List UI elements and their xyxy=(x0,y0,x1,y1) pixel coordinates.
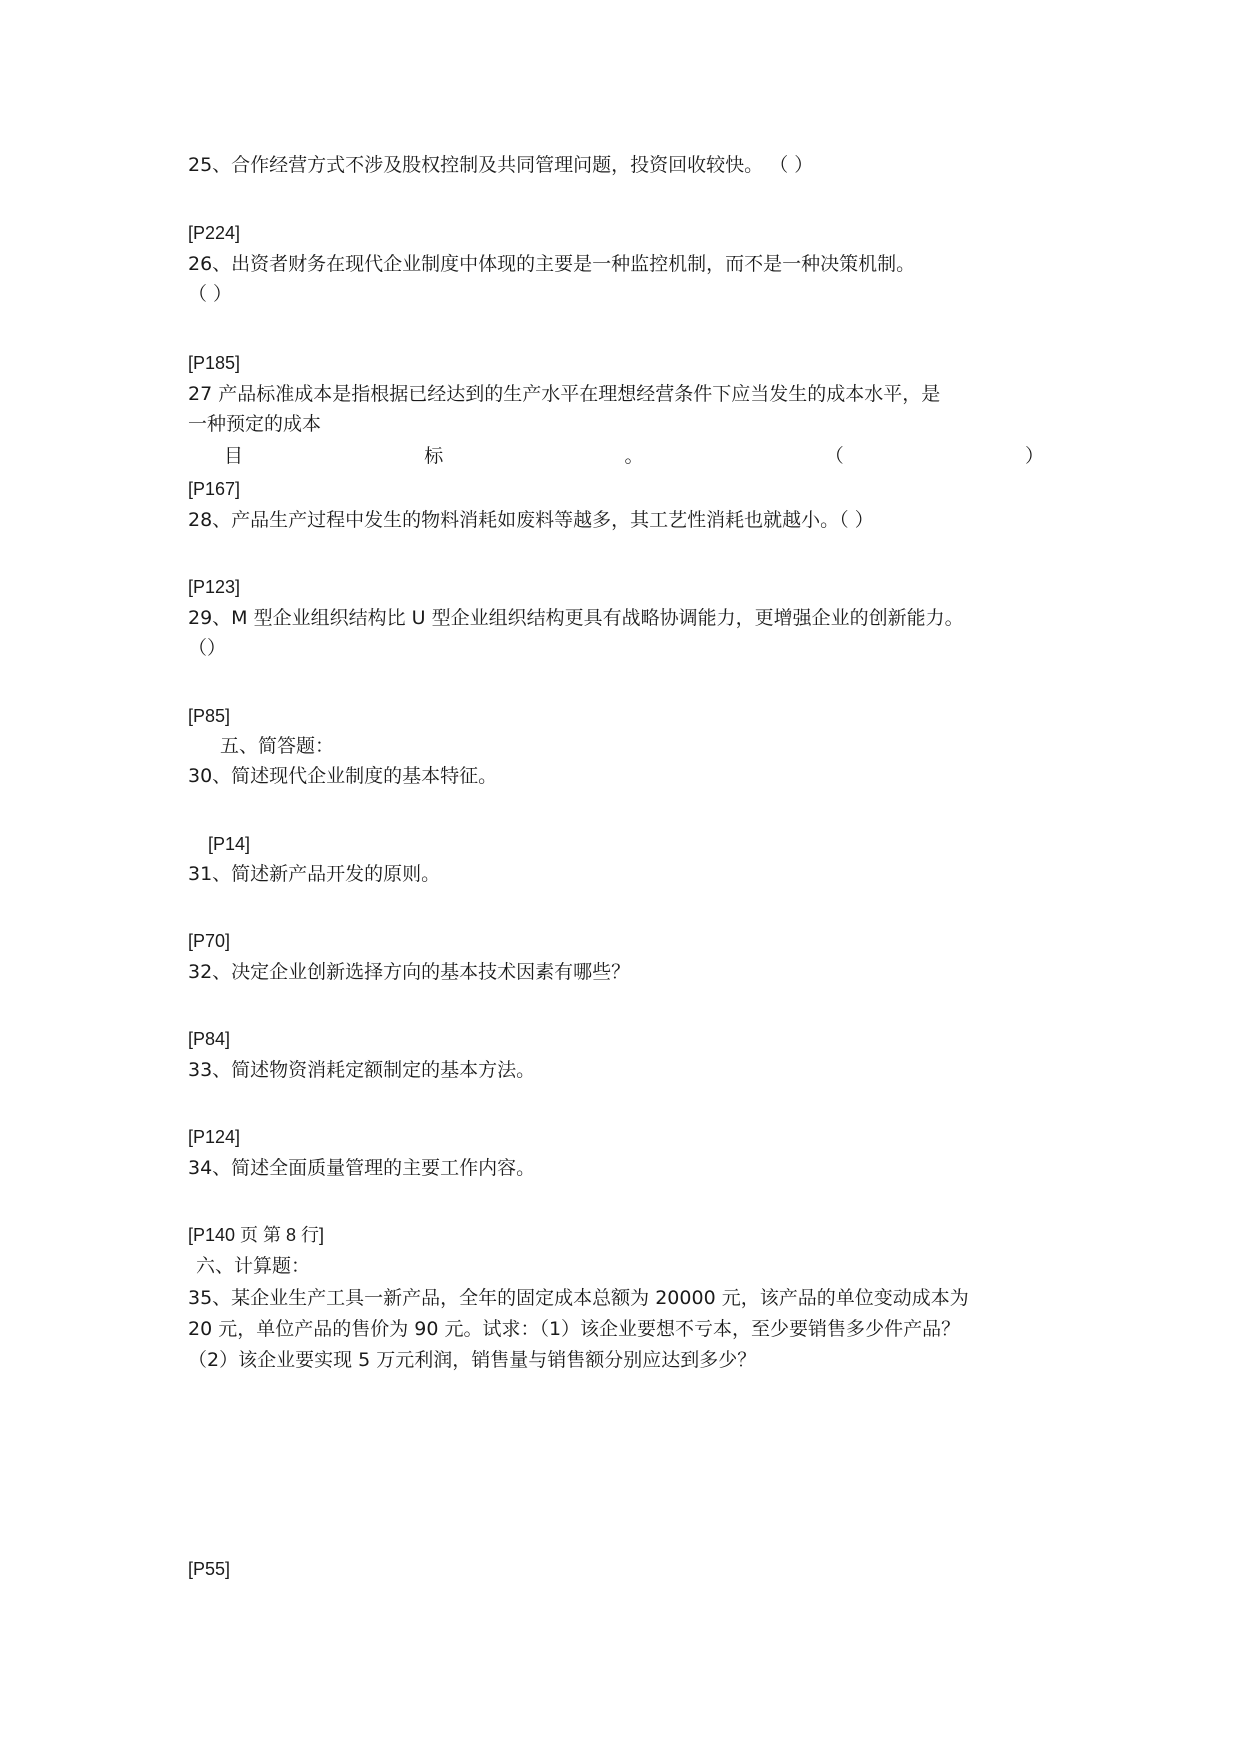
q27-period: 。 xyxy=(624,445,644,467)
q27-close-paren: ） xyxy=(1024,445,1044,467)
question-28: 28、产品生产过程中发生的物料消耗如废料等越多，其工艺性消耗也就越小。（ ） xyxy=(188,509,874,531)
question-30: 30、简述现代企业制度的基本特征。 xyxy=(188,765,498,787)
question-27-line-2: 一种预定的成本 xyxy=(188,413,322,435)
question-32: 32、决定企业创新选择方向的基本技术因素有哪些？ xyxy=(188,961,631,983)
page-ref-p123: [P123] xyxy=(188,577,241,597)
section-heading-5: 五、简答题： xyxy=(220,735,335,757)
question-29-line-2: （） xyxy=(188,637,227,659)
section-heading-6: 六、计算题： xyxy=(196,1255,311,1277)
question-27-line-1: 27 产品标准成本是指根据已经达到的生产水平在理想经营条件下应当发生的成本水平，是 xyxy=(188,383,941,405)
page-ref-p70: [P70] xyxy=(188,931,231,951)
question-35-line-2: 20 元，单位产品的售价为 90 元。试求：（1）该企业要想不亏本，至少要销售多少件产品？ xyxy=(188,1318,961,1340)
page-ref-p85: [P85] xyxy=(188,706,231,726)
page-ref-p124: [P124] xyxy=(188,1127,241,1147)
question-35-line-1: 35、某企业生产工具一新产品，全年的固定成本总额为 20000 元，该产品的单位变动成本为 xyxy=(188,1287,969,1309)
page-ref-p14: [P14] xyxy=(208,834,251,854)
page-ref-p55: [P55] xyxy=(188,1559,231,1579)
question-34: 34、简述全面质量管理的主要工作内容。 xyxy=(188,1157,536,1179)
q27-open-paren: （ xyxy=(824,445,844,467)
page-ref-p84: [P84] xyxy=(188,1029,231,1049)
question-26-line-2: （ ） xyxy=(188,283,233,305)
question-27-line-3 xyxy=(224,444,1044,468)
question-35-line-3: （2）该企业要实现 5 万元利润，销售量与销售额分别应达到多少？ xyxy=(188,1349,757,1371)
page-ref-p140: [P140 页 第 8 行] xyxy=(188,1225,325,1245)
q27-char-biao: 标 xyxy=(424,445,444,467)
question-31: 31、简述新产品开发的原则。 xyxy=(188,863,441,885)
question-25: 25、合作经营方式不涉及股权控制及共同管理问题，投资回收较快。 （ ） xyxy=(188,154,814,176)
page-ref-p224: [P224] xyxy=(188,223,241,243)
question-26-line-1: 26、出资者财务在现代企业制度中体现的主要是一种监控机制，而不是一种决策机制。 xyxy=(188,253,916,275)
page-ref-p167: [P167] xyxy=(188,479,241,499)
question-29-line-1: 29、M 型企业组织结构比 U 型企业组织结构更具有战略协调能力，更增强企业的创新能力。 xyxy=(188,607,964,629)
q27-char-mu: 目 xyxy=(224,445,244,467)
question-33: 33、简述物资消耗定额制定的基本方法。 xyxy=(188,1059,536,1081)
page-ref-p185: [P185] xyxy=(188,353,241,373)
